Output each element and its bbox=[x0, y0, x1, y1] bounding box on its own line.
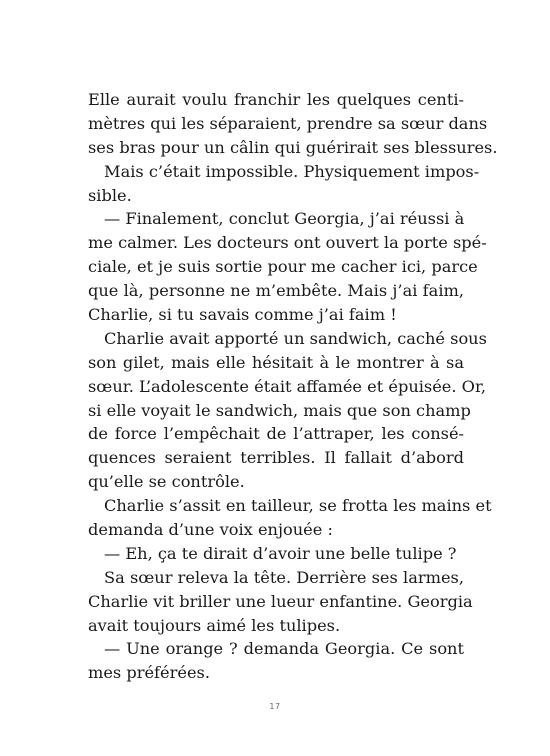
text-line: mètres qui les séparaient, prendre sa sœur dans bbox=[88, 113, 488, 133]
text-line: Charlie s’assit en tailleur, se frotta les mains et bbox=[104, 496, 492, 516]
text-line: si elle voyait le sandwich, mais que son champ bbox=[88, 400, 471, 420]
text-line: de force l’empêchait de l’attraper, les consé- bbox=[88, 424, 464, 444]
text-line: Charlie avait apporté un sandwich, caché sous bbox=[104, 328, 487, 348]
text-line: Charlie vit briller une lueur enfantine. Georgia bbox=[88, 591, 473, 611]
text-line: Elle aurait voulu franchir les quelques centi- bbox=[88, 90, 464, 109]
page-body bbox=[88, 88, 498, 685]
text-line: mes préférées. bbox=[88, 663, 210, 683]
text-line: Mais c’était impossible. Physiquement impos- bbox=[104, 161, 480, 181]
text-line: Charlie, si tu savais comme j’ai faim ! bbox=[88, 305, 397, 325]
text-line: demanda d’une voix enjouée : bbox=[88, 520, 333, 540]
text-line: que là, personne ne m’embête. Mais j’ai faim, bbox=[88, 281, 464, 301]
text-line: — Finalement, conclut Georgia, j’ai réussi à bbox=[104, 209, 465, 229]
text-line: Sa sœur releva la tête. Derrière ses larmes, bbox=[104, 567, 464, 587]
text-line: avait toujours aimé les tulipes. bbox=[88, 615, 341, 635]
text-line: sœur. L’adolescente était affamée et épuisée. Or, bbox=[88, 376, 487, 396]
text-line: — Eh, ça te dirait d’avoir une belle tulipe ? bbox=[104, 543, 457, 563]
page-number: 17 bbox=[269, 702, 281, 711]
text-line: — Une orange ? demanda Georgia. Ce sont bbox=[104, 639, 464, 659]
text-line: son gilet, mais elle hésitait à le montrer à sa bbox=[88, 352, 464, 372]
text-line: quences seraient terribles. Il fallait d’abord bbox=[88, 448, 464, 468]
text-line: qu’elle se contrôle. bbox=[88, 472, 245, 492]
text-line: sible. bbox=[88, 185, 132, 205]
text-line: ciale, et je suis sortie pour me cacher ici, parce bbox=[88, 257, 478, 277]
text-line: ses bras pour un câlin qui guérirait ses blessures. bbox=[88, 137, 498, 157]
text-line: me calmer. Les docteurs ont ouvert la porte spé- bbox=[88, 233, 487, 253]
